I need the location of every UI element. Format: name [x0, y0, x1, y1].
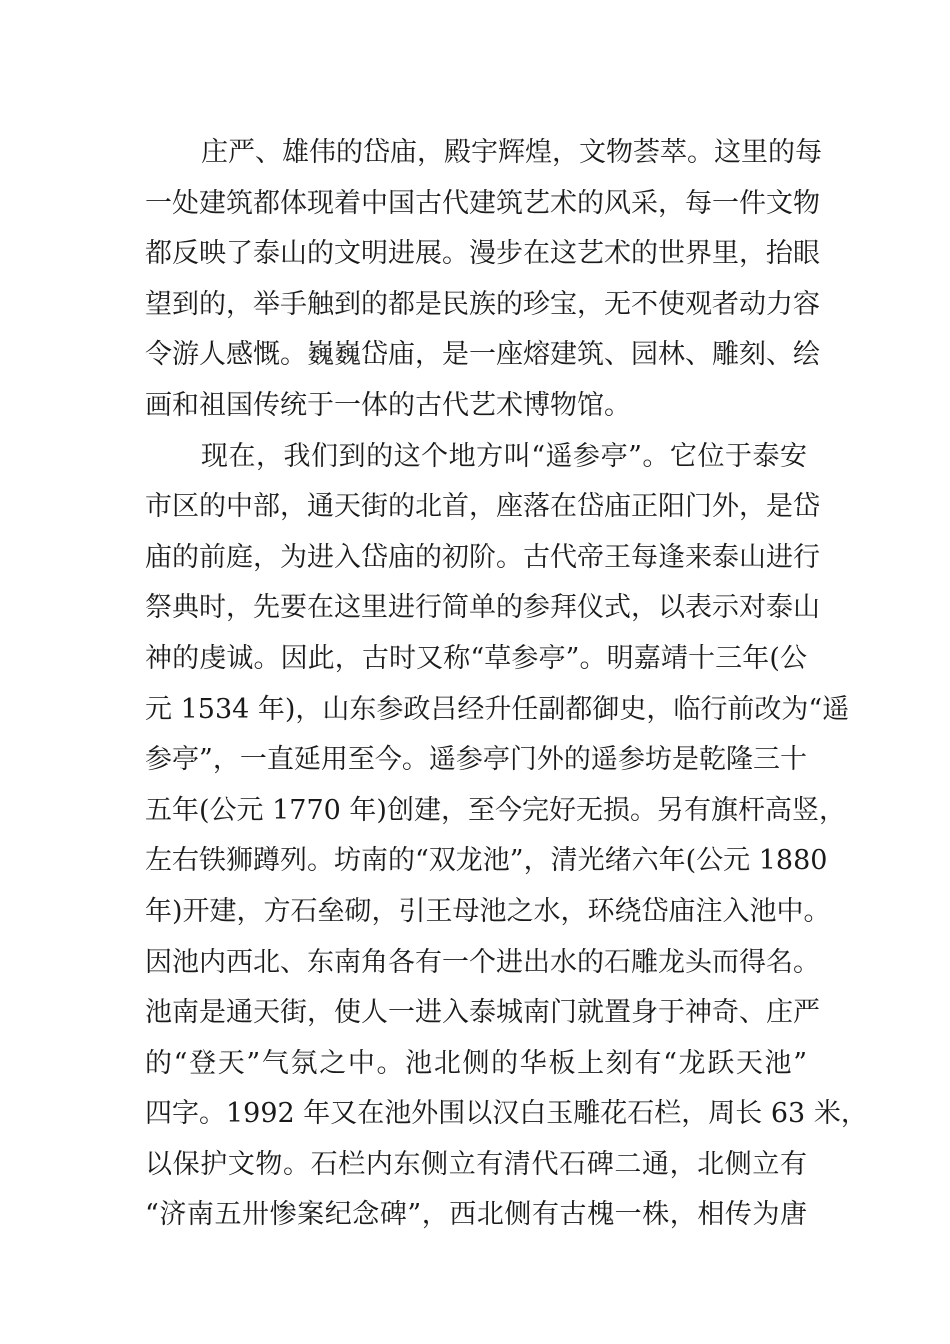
paragraph-2-line-7: 参亭”，一直延用至今。遥参亭门外的遥参坊是乾隆三十	[145, 744, 807, 776]
paragraph-1-line-3: 都反映了泰山的文明进展。漫步在这艺术的世界里，抬眼	[145, 238, 820, 270]
paragraph-1-line-1: 庄严、雄伟的岱庙，殿宇辉煌，文物荟萃。这里的每	[201, 137, 822, 168]
paragraph-2-line-2: 市区的中部，通天街的北首，座落在岱庙正阳门外，是岱	[145, 491, 820, 523]
paragraph-2-line-10: 年)开建，方石垒砌，引王母池之水，环绕岱庙注入池中。	[145, 895, 831, 927]
paragraph-2-line-16: “济南五卅惨案纪念碑”，西北侧有古槐一株，相传为唐	[145, 1199, 807, 1231]
paragraph-2-line-3: 庙的前庭，为进入岱庙的初阶。古代帝王每逢来泰山进行	[145, 541, 820, 573]
paragraph-1-line-6: 画和祖国传统于一体的古代艺术博物馆。	[145, 389, 631, 421]
paragraph-2-line-8: 五年(公元 1770 年)创建，至今完好无损。另有旗杆高竖，	[145, 794, 846, 826]
paragraph-2-line-13: 的“登天”气氛之中。池北侧的华板上刻有“龙跃天池”	[145, 1047, 807, 1079]
paragraph-1-line-5: 令游人感慨。巍巍岱庙，是一座熔建筑、园林、雕刻、绘	[145, 339, 820, 371]
body-text	[145, 128, 868, 1241]
paragraph-2-line-1: 现在，我们到的这个地方叫“遥参亭”。它位于泰安	[201, 440, 807, 472]
paragraph-2-line-15: 以保护文物。石栏内东侧立有清代石碑二通，北侧立有	[145, 1148, 807, 1180]
paragraph-2-line-4: 祭典时，先要在这里进行简单的参拜仪式，以表示对泰山	[145, 592, 820, 624]
paragraph-2-line-5: 神的虔诚。因此，古时又称“草参亭”。明嘉靖十三年(公	[145, 642, 807, 674]
paragraph-2-line-14: 四字。1992 年又在池外围以汉白玉雕花石栏，周长 63 米，	[145, 1098, 868, 1130]
paragraph-2-line-6: 元 1534 年)，山东参政吕经升任副都御史，临行前改为“遥	[145, 693, 850, 725]
paragraph-1-line-4: 望到的，举手触到的都是民族的珍宝，无不使观者动力容	[145, 288, 820, 320]
paragraph-2-line-9: 左右铁狮蹲列。坊南的“双龙池”，清光绪六年(公元 1880	[145, 845, 828, 877]
paragraph-1-line-2: 一处建筑都体现着中国古代建筑艺术的风采，每一件文物	[145, 187, 820, 219]
paragraph-2-line-12: 池南是通天街，使人一进入泰城南门就置身于神奇、庄严	[145, 997, 820, 1029]
paragraph-2-line-11: 因池内西北、东南角各有一个进出水的石雕龙头而得名。	[145, 946, 820, 978]
